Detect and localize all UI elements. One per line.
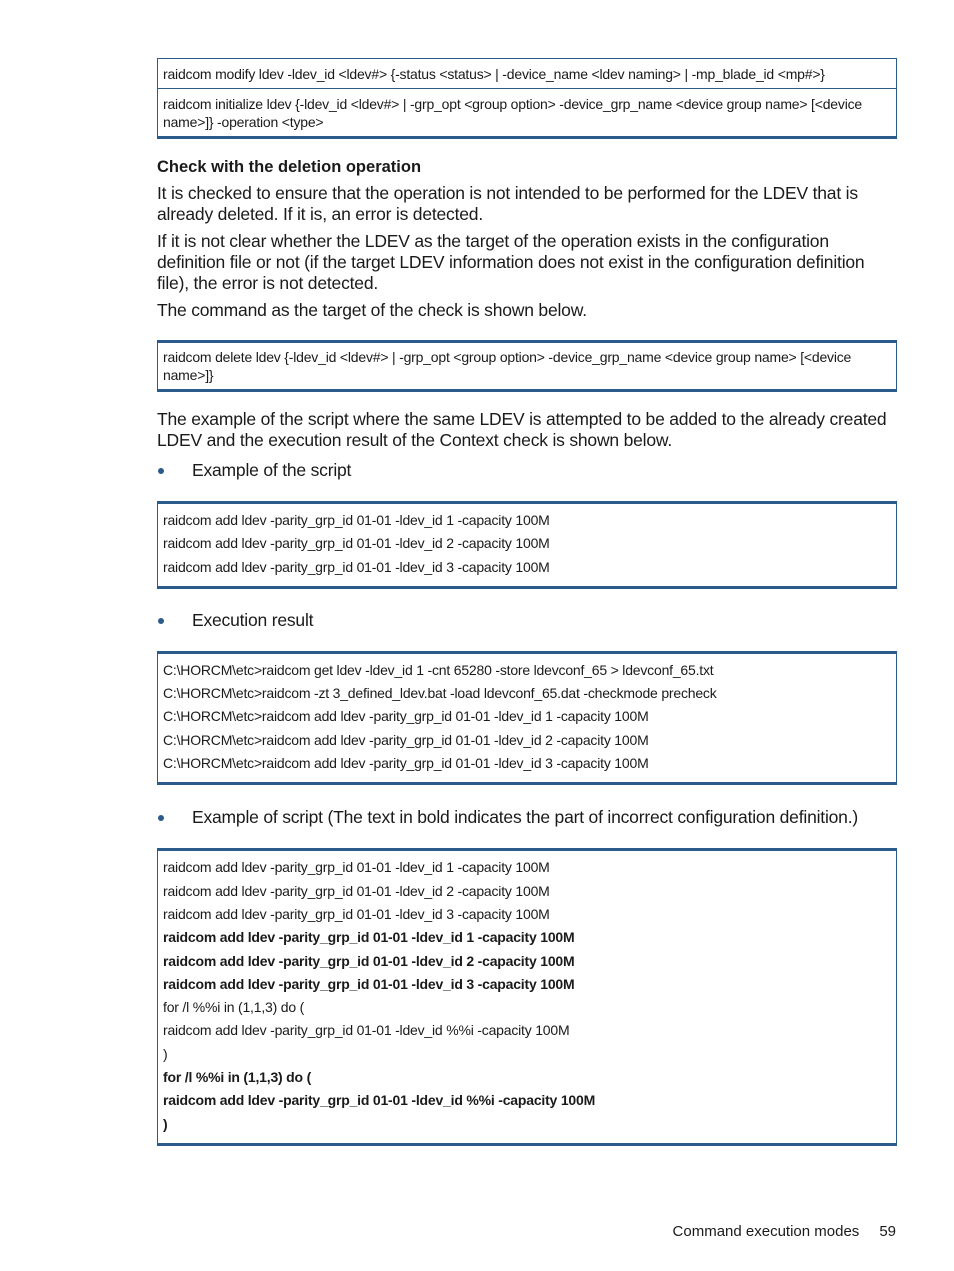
code-line: raidcom add ldev -parity_grp_id 01-01 -ldev_id 1 -capacity 100M [163,512,550,528]
bullet-execution-result [157,610,897,631]
bullet-dot-icon [158,815,164,821]
page-content [157,58,897,1146]
bullet-dot-icon [158,618,164,624]
code-line-bold: raidcom add ldev -parity_grp_id 01-01 -ldev_id 2 -capacity 100M [163,952,575,969]
code-line-bold: raidcom add ldev -parity_grp_id 01-01 -ldev_id 1 -capacity 100M [163,929,575,946]
code-line: raidcom add ldev -parity_grp_id 01-01 -ldev_id 3 -capacity 100M [163,558,550,575]
paragraph-example-intro: The example of the script where the same LDEV is attempted to be added to the already created LDEV and the execution result of the Context check is shown below. [157,409,887,450]
code-line: C:\HORCM\etc>raidcom add ldev -parity_grp_id 01-01 -ldev_id 3 -capacity 100M [163,755,649,772]
delete-command: raidcom delete ldev {-ldev_id <ldev#> | -grp_opt <group option> -device_grp_name <device group name> [<device name>]} [163,349,852,383]
page-footer [673,1222,896,1242]
command-row-initialize: raidcom initialize ldev {-ldev_id <ldev#> | -grp_opt <group option> -device_grp_name <device group name> [<device name>]} -operation <type> [158,88,896,136]
bullet-label: Example of the script [192,460,352,480]
code-line: for /l %%i in (1,1,3) do ( [163,999,305,1016]
paragraph-target-command: The command as the target of the check is shown below. [157,300,587,320]
code-line: raidcom add ldev -parity_grp_id 01-01 -ldev_id 1 -capacity 100M [163,859,550,876]
command-row-modify: raidcom modify ldev -ldev_id <ldev#> {-status <status> | -device_name <ldev naming> | -mp_blade_id <mp#>} [163,66,825,82]
code-line: raidcom add ldev -parity_grp_id 01-01 -ldev_id 3 -capacity 100M [163,905,550,922]
bold-example-code-box [157,848,897,1146]
bullet-label: Execution result [192,609,314,630]
code-line-bold: for /l %%i in (1,1,3) do ( [163,1069,312,1086]
command-table [157,58,897,139]
delete-command-box [157,340,897,392]
code-line: raidcom add ldev -parity_grp_id 01-01 -ldev_id 2 -capacity 100M [163,882,550,899]
footer-section-title: Command execution modes [672,1223,860,1240]
code-line: ) [163,1045,168,1062]
code-line: raidcom add ldev -parity_grp_id 01-01 -ldev_id %%i -capacity 100M [163,1022,570,1039]
code-line: raidcom add ldev -parity_grp_id 01-01 -ldev_id 2 -capacity 100M [163,535,550,552]
paragraph-not-clear: If it is not clear whether the LDEV as the target of the operation exists in the configuration definition file or not (if the target LDEV information does not exist in the configuration definition file), the error is not detected. [157,231,865,293]
bullet-bold-example [157,807,897,828]
bullet-label: Example of script (The text in bold indicates the part of incorrect configuration definition.) [192,807,858,828]
section-heading: Check with the deletion operation [157,158,422,176]
result-code-box [157,651,897,785]
script-code-box [157,501,897,589]
code-line-bold: ) [163,1115,168,1132]
code-line-bold: raidcom add ldev -parity_grp_id 01-01 -ldev_id 3 -capacity 100M [163,975,575,992]
bullet-example-script [157,460,897,481]
code-line-bold: raidcom add ldev -parity_grp_id 01-01 -ldev_id %%i -capacity 100M [163,1092,596,1109]
code-line: C:\HORCM\etc>raidcom -zt 3_defined_ldev.bat -load ldevconf_65.dat -checkmode precheck [163,685,717,702]
paragraph-deleted-check: It is checked to ensure that the operation is not intended to be performed for the LDEV that is already deleted. If it is, an error is detected. [157,183,858,224]
page-number: 59 [879,1223,896,1240]
code-line: C:\HORCM\etc>raidcom add ldev -parity_grp_id 01-01 -ldev_id 2 -capacity 100M [163,731,649,748]
bullet-dot-icon [158,468,164,474]
code-line: C:\HORCM\etc>raidcom get ldev -ldev_id 1 -cnt 65280 -store ldevconf_65 > ldevconf_65.txt [163,661,714,678]
code-line: C:\HORCM\etc>raidcom add ldev -parity_grp_id 01-01 -ldev_id 1 -capacity 100M [163,708,649,725]
